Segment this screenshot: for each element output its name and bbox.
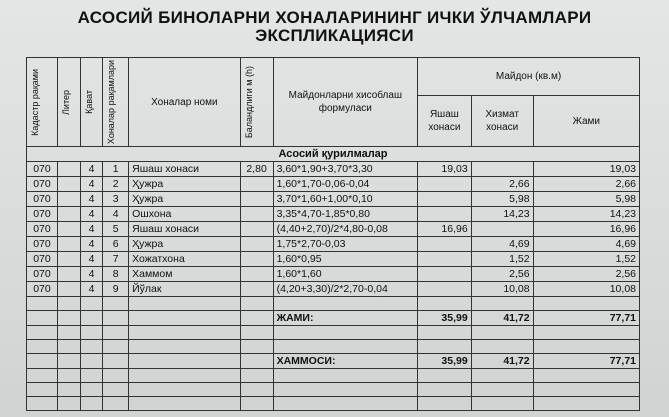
- total-sum: 77,71: [533, 354, 639, 369]
- empty-row: [27, 297, 640, 311]
- table-cell: [240, 311, 273, 326]
- table-cell: 16,96: [418, 222, 472, 237]
- table-cell: 19,03: [418, 162, 472, 177]
- table-cell: [57, 354, 80, 369]
- section-title: Асосий қурилмалар: [27, 147, 640, 162]
- table-cell: 070: [27, 222, 58, 237]
- table-cell: 19,03: [533, 162, 639, 177]
- table-cell: 4: [80, 192, 103, 207]
- table-cell: [240, 177, 273, 192]
- header-room-number: Хоналар рақамлари: [103, 58, 129, 147]
- table-cell: 4,69: [533, 237, 639, 252]
- table-cell: [418, 267, 472, 282]
- section-row: [27, 147, 640, 162]
- table-cell: [57, 237, 80, 252]
- table-cell: 4: [80, 207, 103, 222]
- table-cell: Ҳужра: [129, 192, 240, 207]
- table-cell: Йўлак: [129, 282, 240, 297]
- table-cell: [57, 192, 80, 207]
- total-label: ЖАМИ:: [273, 311, 417, 326]
- table-row: [27, 177, 640, 192]
- table-cell: 3: [103, 192, 129, 207]
- empty-row: [27, 326, 640, 340]
- table-cell: 4: [103, 207, 129, 222]
- grand-total-row: [27, 354, 640, 369]
- table-cell: 4: [80, 282, 103, 297]
- table-row: [27, 252, 640, 267]
- table-cell: [57, 162, 80, 177]
- header-total: Жами: [533, 95, 639, 146]
- document-title-line-2: ЭКСПЛИКАЦИЯСИ: [255, 26, 414, 45]
- total-living: 35,99: [418, 311, 472, 326]
- table-cell: [418, 192, 472, 207]
- table-cell: Яшаш хонаси: [129, 222, 240, 237]
- table-cell: [240, 267, 273, 282]
- document-title-line-1: АСОСИЙ БИНОЛАРНИ ХОНАЛАРИНИНГ ИЧКИ ЎЛЧАМЛАРИ: [77, 8, 592, 27]
- table-cell: [240, 222, 273, 237]
- total-service: 41,72: [471, 311, 533, 326]
- table-cell: [129, 311, 240, 326]
- table-cell: [418, 177, 472, 192]
- table-cell: [57, 222, 80, 237]
- table-cell: [418, 252, 472, 267]
- header-area: Майдон (кв.м): [418, 58, 640, 96]
- table-row: [27, 267, 640, 282]
- table-cell: 070: [27, 252, 58, 267]
- empty-row: [27, 369, 640, 383]
- table-cell: 1,52: [471, 252, 533, 267]
- total-sum: 77,71: [533, 311, 639, 326]
- table-cell: 1: [103, 162, 129, 177]
- table-cell: 070: [27, 267, 58, 282]
- table-cell: 4: [80, 222, 103, 237]
- table-cell: [418, 207, 472, 222]
- table-cell: 2: [103, 177, 129, 192]
- table-cell: 10,08: [471, 282, 533, 297]
- table-cell: 1,60*1,70-0,06-0,04: [273, 177, 417, 192]
- table-cell: [471, 222, 533, 237]
- table-cell: [103, 354, 129, 369]
- table-cell: [57, 267, 80, 282]
- table-cell: 070: [27, 282, 58, 297]
- empty-row: [27, 340, 640, 354]
- table-cell: (4,40+2,70)/2*4,80-0,08: [273, 222, 417, 237]
- header-formula: Майдонларни хисоблаш формуласи: [273, 58, 417, 147]
- table-cell: 3,70*1,60+1,00*0,10: [273, 192, 417, 207]
- table-cell: 10,08: [533, 282, 639, 297]
- table-cell: 070: [27, 192, 58, 207]
- subtotal-row: [27, 311, 640, 326]
- table-cell: 070: [27, 207, 58, 222]
- table-cell: 070: [27, 162, 58, 177]
- table-cell: 4: [80, 252, 103, 267]
- table-cell: Яшаш хонаси: [129, 162, 240, 177]
- table-cell: [57, 207, 80, 222]
- table-cell: [27, 354, 58, 369]
- empty-row: [27, 397, 640, 411]
- header-room-name: Хоналар номи: [129, 58, 240, 147]
- header-height: Баландлиги м (h): [240, 58, 273, 147]
- table-cell: 4,69: [471, 237, 533, 252]
- table-cell: 070: [27, 177, 58, 192]
- table-cell: 2,56: [533, 267, 639, 282]
- header-floor: Қават: [80, 58, 103, 147]
- table-cell: 3,60*1,90+3,70*3,30: [273, 162, 417, 177]
- table-row: [27, 237, 640, 252]
- table-cell: 1,60*0,95: [273, 252, 417, 267]
- table-cell: 5,98: [533, 192, 639, 207]
- table-cell: 9: [103, 282, 129, 297]
- table-cell: [418, 237, 472, 252]
- table-cell: [80, 311, 103, 326]
- header-living: Яшаш хонаси: [418, 95, 472, 146]
- table-cell: [240, 207, 273, 222]
- table-row: [27, 282, 640, 297]
- table-cell: 2,66: [533, 177, 639, 192]
- table-cell: [80, 354, 103, 369]
- table-cell: 3,35*4,70-1,85*0,80: [273, 207, 417, 222]
- table-cell: 2,80: [240, 162, 273, 177]
- table-cell: [240, 237, 273, 252]
- header-liter: Литер: [57, 58, 80, 147]
- table-cell: (4,20+3,30)/2*2,70-0,04: [273, 282, 417, 297]
- total-living: 35,99: [418, 354, 472, 369]
- table-cell: [240, 252, 273, 267]
- table-cell: 4: [80, 162, 103, 177]
- table-cell: 1,75*2,70-0,03: [273, 237, 417, 252]
- table-cell: 16,96: [533, 222, 639, 237]
- table-row: [27, 222, 640, 237]
- total-service: 41,72: [471, 354, 533, 369]
- table-cell: 5,98: [471, 192, 533, 207]
- table-cell: [240, 192, 273, 207]
- table-cell: 2,66: [471, 177, 533, 192]
- table-cell: 14,23: [471, 207, 533, 222]
- table-cell: 14,23: [533, 207, 639, 222]
- table-cell: [471, 162, 533, 177]
- table-row: [27, 162, 640, 177]
- table-cell: Хожатхона: [129, 252, 240, 267]
- table-cell: [129, 354, 240, 369]
- table-cell: [57, 252, 80, 267]
- header-cadastre: Кадастр рақами: [27, 58, 58, 147]
- table-row: [27, 207, 640, 222]
- table-header-row: [27, 58, 640, 96]
- table-cell: [418, 282, 472, 297]
- table-cell: [57, 311, 80, 326]
- table-cell: 6: [103, 237, 129, 252]
- table-cell: 4: [80, 177, 103, 192]
- table-cell: 2,56: [471, 267, 533, 282]
- table-cell: [240, 354, 273, 369]
- explication-table: [26, 57, 640, 411]
- table-cell: Ҳужра: [129, 177, 240, 192]
- table-cell: 5: [103, 222, 129, 237]
- table-cell: [103, 311, 129, 326]
- table-cell: Ошхона: [129, 207, 240, 222]
- table-cell: Ҳужра: [129, 237, 240, 252]
- table-cell: 7: [103, 252, 129, 267]
- table-cell: 070: [27, 237, 58, 252]
- header-service: Хизмат хонаси: [471, 95, 533, 146]
- empty-row: [27, 383, 640, 397]
- table-cell: 4: [80, 267, 103, 282]
- table-cell: 8: [103, 267, 129, 282]
- table-cell: [240, 282, 273, 297]
- table-row: [27, 192, 640, 207]
- table-cell: Хаммом: [129, 267, 240, 282]
- table-cell: [57, 282, 80, 297]
- table-cell: 1,60*1,60: [273, 267, 417, 282]
- table-cell: [57, 177, 80, 192]
- table-cell: 4: [80, 237, 103, 252]
- table-cell: 1,52: [533, 252, 639, 267]
- table-cell: [27, 311, 58, 326]
- total-label: ХАММОСИ:: [273, 354, 417, 369]
